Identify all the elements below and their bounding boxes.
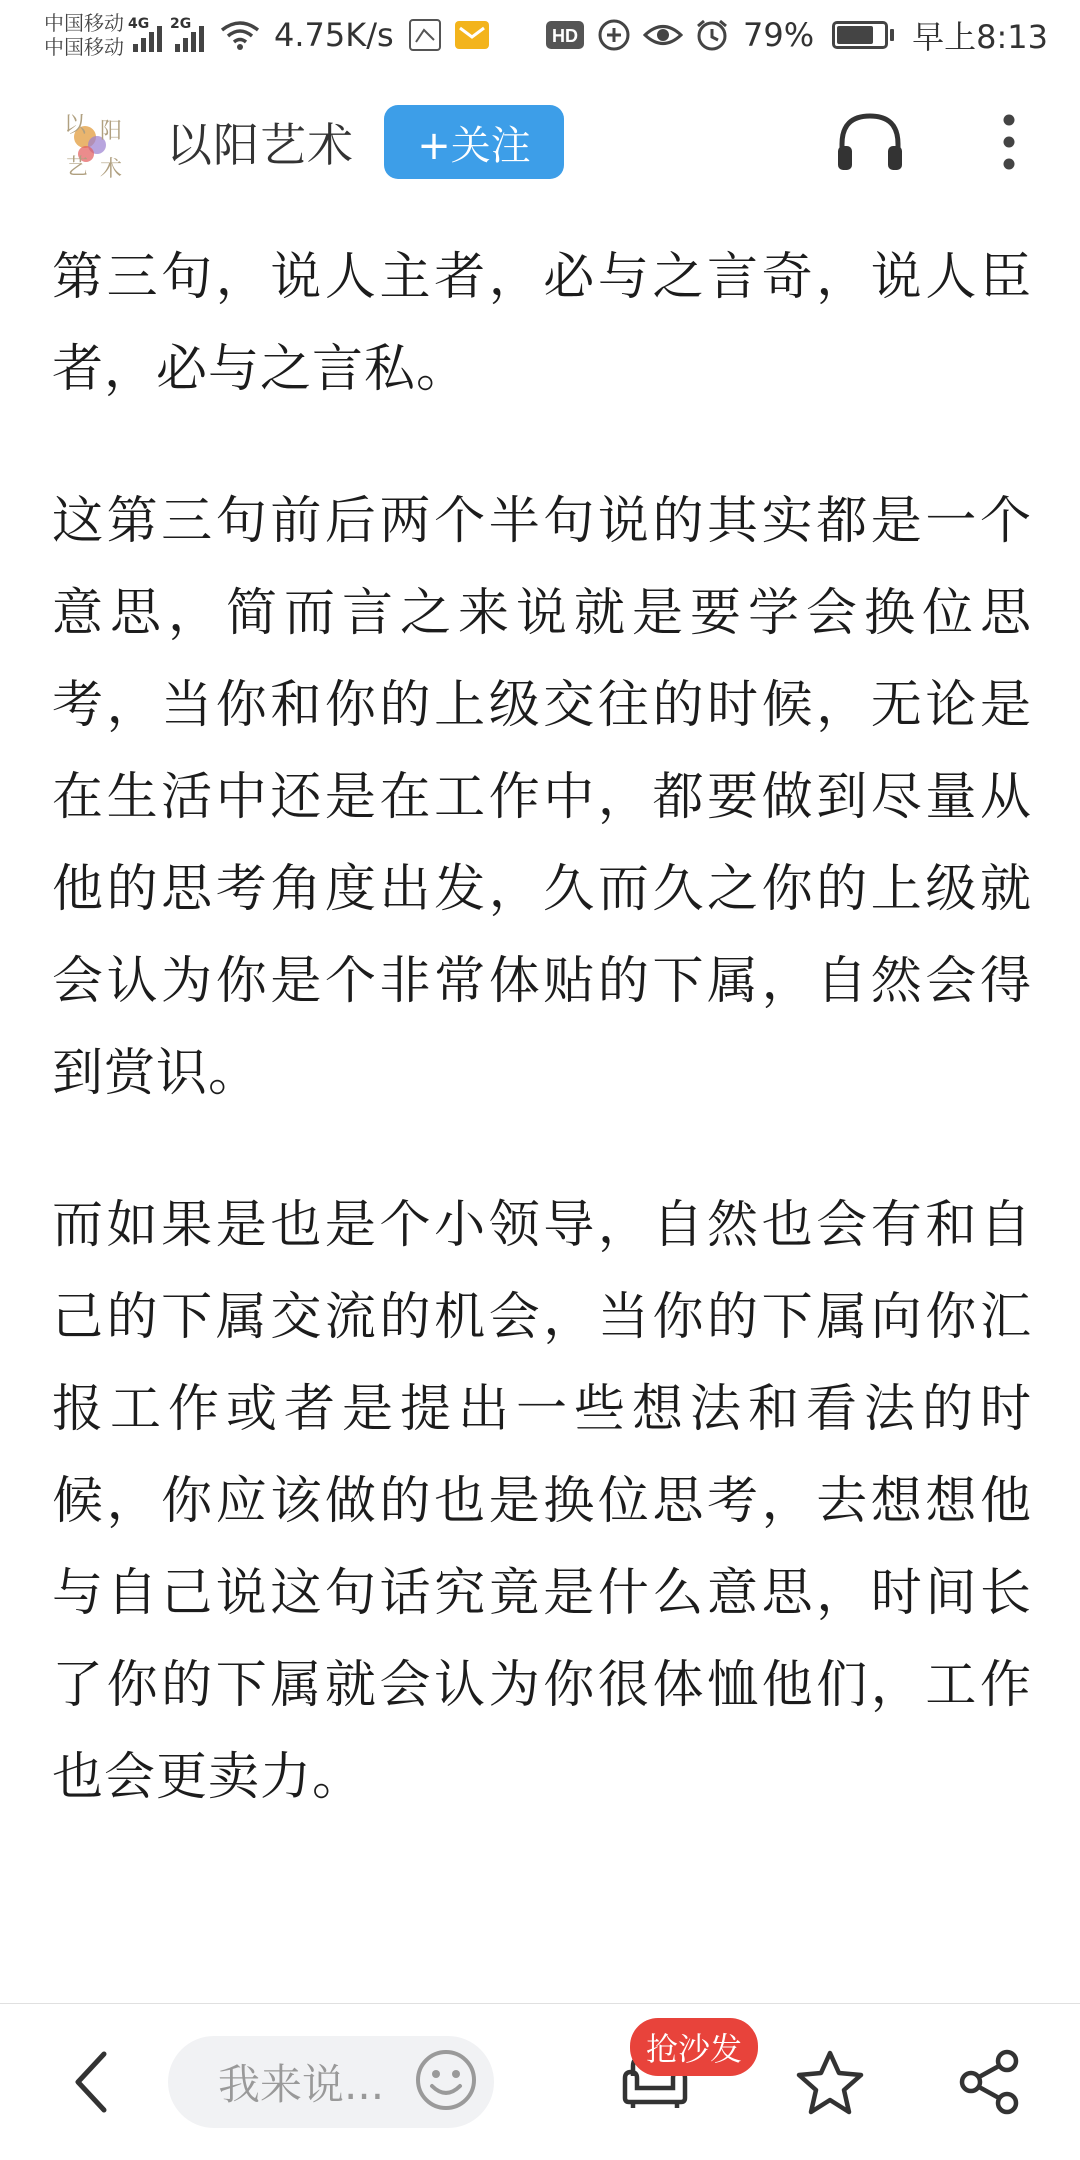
battery-icon	[832, 21, 894, 49]
mail-icon	[454, 19, 490, 51]
comment-input[interactable]	[168, 2036, 494, 2128]
headphones-icon[interactable]	[834, 110, 906, 174]
sofa-badge: 抢沙发	[630, 2018, 758, 2076]
logo-char-4: 术	[100, 157, 123, 182]
account-avatar[interactable]	[64, 106, 132, 182]
comments-sofa-button[interactable]	[600, 2030, 743, 2132]
network-1-label: 4G	[128, 16, 150, 32]
app-notification-icon	[408, 18, 442, 52]
back-icon[interactable]	[40, 2032, 140, 2132]
comment-placeholder: 我来说...	[218, 2060, 385, 2109]
eye-icon	[643, 20, 683, 50]
logo-char-3: 艺	[66, 155, 89, 180]
share-icon[interactable]	[940, 2032, 1040, 2132]
network-2-label: 2G	[170, 16, 192, 32]
article-paragraph-3: 而如果是也是个小领导，自然也会有和自己的下属交流的机会，当你的下属向你汇报工作或者是提出一些想法和看法的时候，你应该做的也是换位思考，去想想他与自己说这句话究竟是什么意思，时间长了你的下属就会认为你很体恤他们，工作也会更卖力。	[52, 1196, 1032, 1807]
signal-1-icon	[130, 18, 162, 52]
follow-button[interactable]: +关注	[384, 105, 564, 179]
bottom-bar	[0, 2003, 1080, 2160]
alarm-icon	[695, 18, 729, 52]
network-speed: 4.75K/s	[274, 16, 394, 54]
article-paragraph-1: 第三句，说人主者，必与之言奇，说人臣者，必与之言私。	[52, 248, 1032, 399]
clock: 早上8:13	[912, 18, 1048, 56]
data-saver-icon	[597, 18, 631, 52]
signal-2-icon	[172, 18, 204, 52]
logo-char-1: 以	[64, 113, 87, 138]
account-name[interactable]: 以阳艺术	[166, 118, 354, 172]
status-bar	[0, 0, 1080, 70]
battery-percent: 79%	[743, 16, 815, 54]
article-header	[0, 72, 1080, 212]
carrier-names	[44, 11, 124, 59]
hd-icon	[545, 19, 585, 51]
article-paragraph-2: 这第三句前后两个半句说的其实都是一个意思，简而言之来说就是要学会换位思考，当你和你的上级交往的时候，无论是在生活中还是在工作中，都要做到尽量从他的思考角度出发，久而久之你的上级就会认为你是个非常体贴的下属，自然会得到赏识。	[52, 492, 1032, 1103]
favorite-star-icon[interactable]	[780, 2032, 880, 2132]
logo-char-2: 阳	[100, 119, 123, 144]
hd-label: HD	[552, 26, 578, 46]
carrier-1: 中国移动	[44, 11, 124, 35]
article-body	[52, 232, 1032, 1884]
emoji-icon[interactable]	[414, 2048, 478, 2116]
carrier-2: 中国移动	[44, 35, 124, 59]
wifi-icon	[220, 20, 260, 50]
more-options-icon[interactable]	[1002, 114, 1016, 170]
